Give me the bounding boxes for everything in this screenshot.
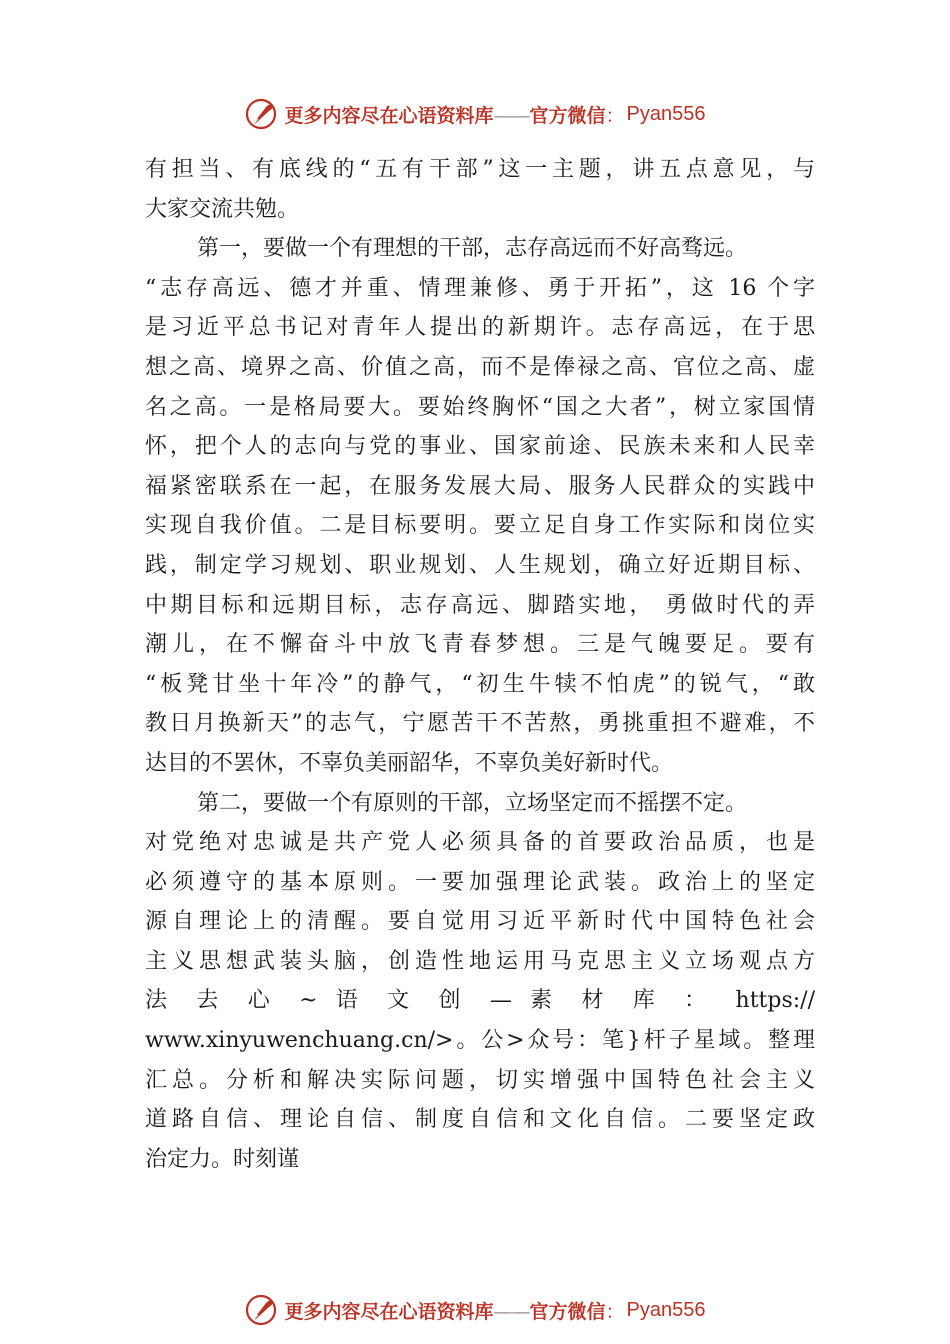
- footer-brand: 更多内容尽在心语资料库: [284, 1300, 494, 1323]
- header-banner: [0, 94, 950, 134]
- quill-pen-logo-icon: [244, 1293, 278, 1327]
- body-line: www.xinyuwenchuang.cn/>。公>众号：笔}杆子星域。整理: [145, 1028, 815, 1054]
- body-line: 潮儿，在不懈奋斗中放飞青春梦想。三是气魄要足。要有: [145, 632, 815, 658]
- body-line: 主义思想武装头脑，创造性地运用马克思主义立场观点方: [145, 948, 815, 974]
- header-wechat-id: Pyan556: [626, 102, 706, 125]
- footer-official: 官方微信: [529, 1300, 606, 1323]
- body-line: 治定力。时刻谨: [145, 1146, 300, 1172]
- body-line: “志存高远、德才并重、情理兼修、勇于开拓”，这 16 个字: [145, 275, 815, 301]
- body-line: 道路自信、理论自信、制度自信和文化自信。二要坚定政: [145, 1107, 815, 1133]
- footer-wechat-id: Pyan556: [626, 1298, 706, 1321]
- body-line: 是习近平总书记对青年人提出的新期许。志存高远，在于思: [145, 315, 815, 341]
- body-line: 践，制定学习规划、职业规划、人生规划，确立好近期目标、: [145, 552, 815, 578]
- body-line: 福紧密联系在一起，在服务发展大局、服务人民群众的实践中: [145, 473, 815, 499]
- header-brand-text: [284, 101, 624, 128]
- body-line: 大家交流共勉。: [145, 196, 300, 222]
- header-colon: ：: [605, 104, 625, 127]
- body-line: 第一，要做一个有理想的干部，志存高远而不好高骛远。: [197, 236, 748, 262]
- footer-colon: ：: [605, 1300, 625, 1323]
- footer-dash: ——: [493, 1300, 530, 1323]
- body-line: 汇总。分析和解决实际问题，切实增强中国特色社会主义: [145, 1067, 815, 1093]
- body-line: 第二，要做一个有原则的干部，立场坚定而不摇摆不定。: [197, 790, 748, 816]
- body-line: 有担当、有底线的“五有干部”这一主题，讲五点意见，与: [145, 157, 815, 182]
- body-line: 实现自我价值。二是目标要明。要立足自身工作实际和岗位实: [145, 513, 815, 539]
- footer-banner: [0, 1290, 950, 1330]
- header-brand: 更多内容尽在心语资料库: [284, 104, 494, 127]
- header-dash: ——: [493, 104, 530, 127]
- body-line: 教日月换新天”的志气，宁愿苦干不苦熬，勇挑重担不避难，不: [145, 711, 815, 737]
- body-line: 中期目标和远期目标，志存高远、脚踏实地， 勇做时代的弄: [145, 592, 815, 618]
- body-line: 源自理论上的清醒。要自觉用习近平新时代中国特色社会: [145, 909, 815, 935]
- body-line: 名之高。一是格局要大。要始终胸怀“国之大者”，树立家国情: [145, 394, 815, 420]
- body-line: 怀，把个人的志向与党的事业、国家前途、民族未来和人民幸: [145, 434, 815, 460]
- body-line: 法 去 心 ~ 语 文 创 — 素 材 库 ： https://: [145, 988, 815, 1014]
- body-line: 必须遵守的基本原则。一要加强理论武装。政治上的坚定: [145, 869, 815, 895]
- quill-pen-logo-icon: [244, 97, 278, 131]
- header-official: 官方微信: [529, 104, 606, 127]
- body-line: 达目的不罢休，不辜负美丽韶华，不辜负美好新时代。: [145, 750, 674, 776]
- footer-brand-text: [284, 1297, 624, 1324]
- body-line: “板凳甘坐十年冷”的静气，“初生牛犊不怕虎”的锐气，“敢: [145, 671, 815, 697]
- body-line: 想之高、境界之高、价值之高，而不是俸禄之高、官位之高、虚: [145, 354, 815, 380]
- body-line: 对党绝对忠诚是共产党人必须具备的首要政治品质，也是: [145, 830, 815, 856]
- document-body: [145, 150, 815, 1179]
